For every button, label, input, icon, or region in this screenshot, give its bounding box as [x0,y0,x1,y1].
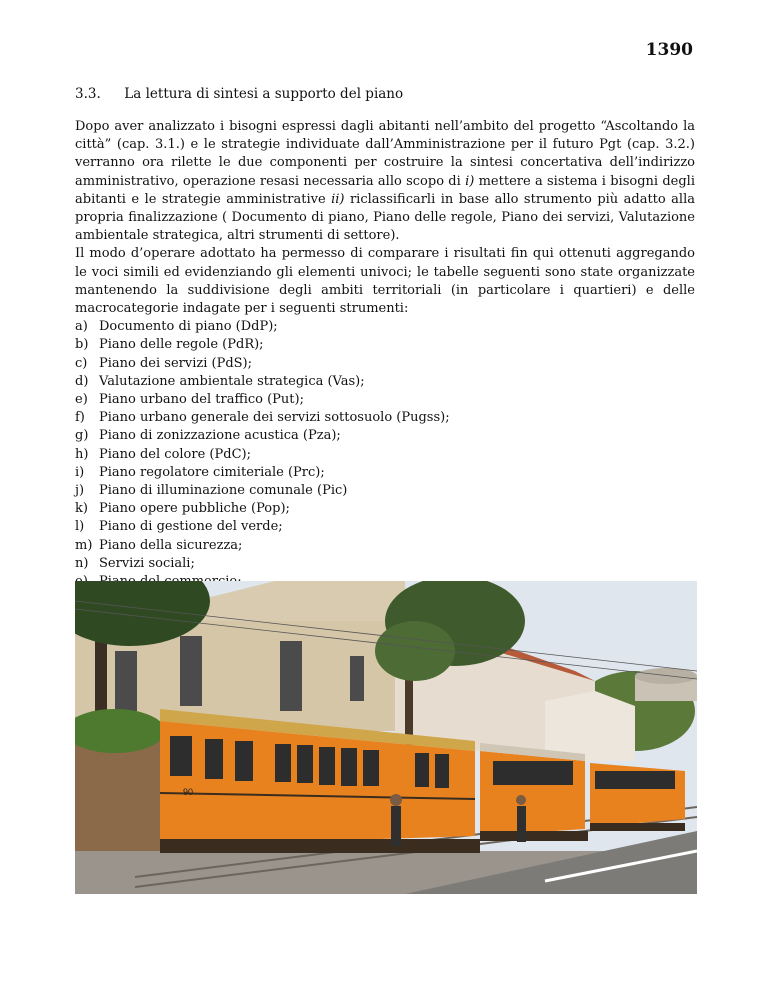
paragraph-intro-part: Dopo aver analizzato i bisogni espressi dagli abitanti nell’ambito del progetto “Ascoltando la città” (cap. 3.1.) e le strategie individuate dall’Amministrazione per il futuro Pgt (cap. 3.2.) verranno ora rilette le due componenti per costruire la sintesi concertativa dell’indirizzo amministrativo, operazione resasi necessaria allo scopo di [75,119,695,189]
list-item: f) Piano urbano generale dei servizi sottosuolo (Pugss); [75,410,450,426]
page-number: 1390 [645,40,693,60]
list-item: e) Piano urbano del traffico (Put); [75,392,304,408]
list-item: j) Piano di illuminazione comunale (Pic) [75,483,348,499]
list-item: n) Servizi sociali; [75,555,195,571]
paragraph-method: Il modo d’operare adottato ha permesso di comparare i risultati fin qui ottenuti aggregando le voci simili ed evidenziando gli elementi univoci; le tabelle seguenti sono state organizzate mantenendo la suddivisione degli ambiti territoriali (in particolare i quartieri) e delle macrocategorie indagate per i seguenti strumenti: [75,246,695,317]
paragraph-intro-part: riclassificarli in base allo strumento più adatto alla propria finalizzazione ( Documento di piano, Piano delle regole, Piano dei servizi, Valutazione ambientale strategica, altri strumenti di settore). [75,191,695,244]
tram-photo [75,581,697,894]
list-item: a) Documento di piano (DdP); [75,319,278,335]
paragraph-intro [75,118,695,245]
paragraph-intro-part: mettere a sistema i bisogni degli abitanti e le strategie amministrative [75,173,695,207]
section-heading [75,86,403,102]
enumeration-ii: ii) [331,191,345,207]
enumeration-i: i) [465,173,475,189]
list-item: g) Piano di zonizzazione acustica (Pza); [75,428,341,444]
body-text [75,118,695,628]
list-item: h) Piano del colore (PdC); [75,446,251,462]
section-title: La lettura di sintesi a supporto del piano [124,86,404,102]
tram-photo-illustration [75,581,697,894]
list-item: m) Piano della sicurezza; [75,537,243,553]
list-item: k) Piano opere pubbliche (Pop); [75,501,290,517]
list-item: d) Valutazione ambientale strategica (Vas); [75,373,365,389]
list-item: c) Piano dei servizi (PdS); [75,355,253,371]
tram-number: 90 [183,787,194,797]
list-item: b) Piano delle regole (PdR); [75,337,264,353]
section-number: 3.3. [75,86,101,102]
list-item: l) Piano di gestione del verde; [75,519,283,535]
list-item: i) Piano regolatore cimiteriale (Prc); [75,464,325,480]
